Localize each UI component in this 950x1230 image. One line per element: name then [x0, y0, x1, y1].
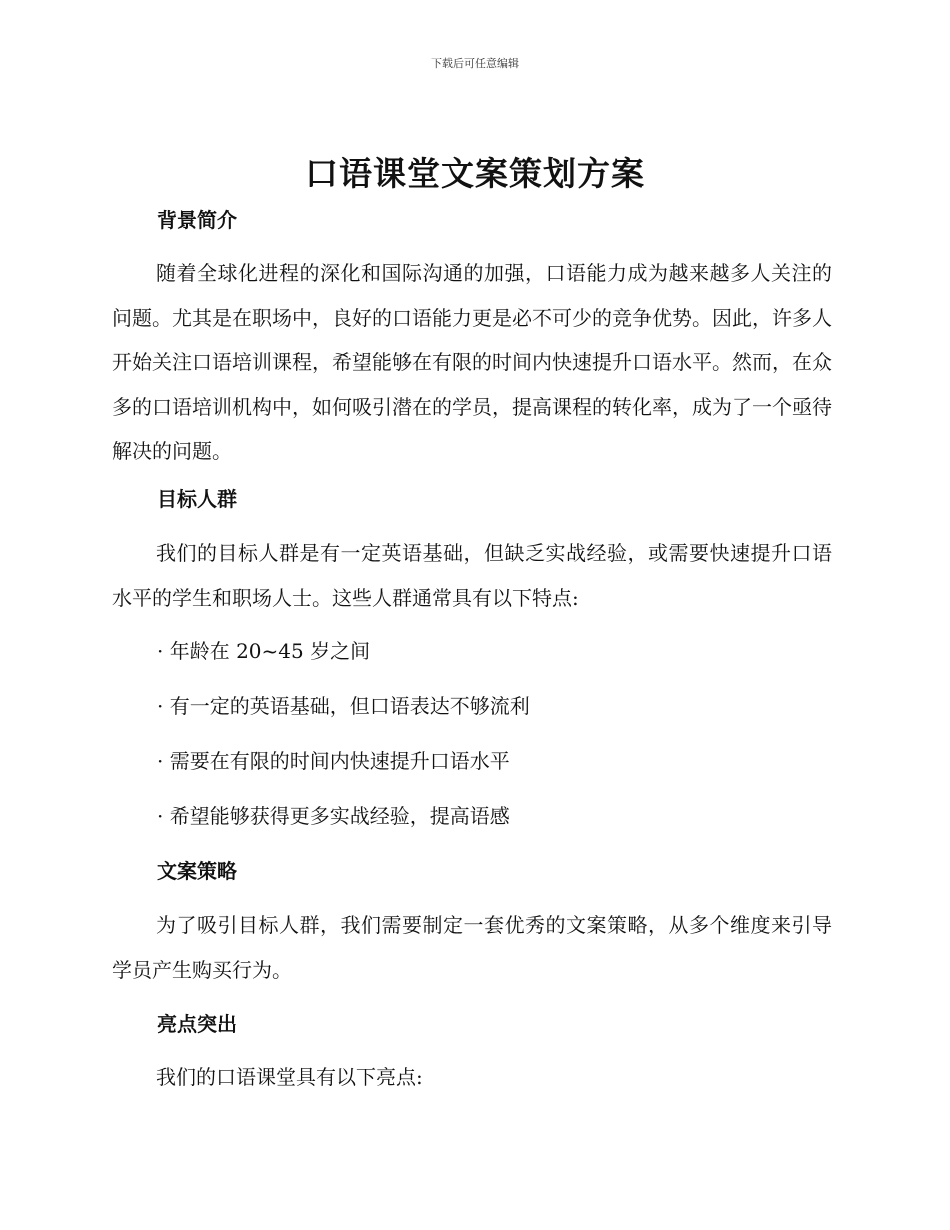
section-paragraph-target: 我们的目标人群是有一定英语基础，但缺乏实战经验，或需要快速提升口语水平的学生和职场人士。这些人群通常具有以下特点: — [112, 541, 832, 610]
section-paragraph-highlights: 我们的口语课堂具有以下亮点: — [156, 1065, 423, 1089]
section-heading-highlights: 亮点突出 — [157, 1012, 237, 1036]
section-heading-background: 背景简介 — [157, 208, 237, 232]
header-note: 下载后可任意编辑 — [431, 57, 519, 70]
page-title: 口语课堂文案策划方案 — [305, 154, 645, 193]
list-item: · 年龄在 20~45 岁之间 — [157, 639, 371, 663]
section-paragraph-background: 随着全球化进程的深化和国际沟通的加强，口语能力成为越来越多人关注的问题。尤其是在职场中，良好的口语能力更是必不可少的竞争优势。因此，许多人开始关注口语培训课程，希望能够在有限的时间内快速提升口语水平。然而，在众多的口语培训机构中，如何吸引潜在的学员，提高课程的转化率，成为了一个亟待解决的问题。 — [112, 261, 832, 463]
section-paragraph-strategy: 为了吸引目标人群，我们需要制定一套优秀的文案策略，从多个维度来引导学员产生购买行为。 — [112, 913, 832, 982]
list-item: · 有一定的英语基础，但口语表达不够流利 — [157, 694, 530, 718]
list-item: · 希望能够获得更多实战经验，提高语感 — [157, 804, 510, 828]
section-heading-target: 目标人群 — [157, 487, 237, 511]
section-heading-strategy: 文案策略 — [157, 859, 237, 883]
list-item: · 需要在有限的时间内快速提升口语水平 — [157, 749, 510, 773]
